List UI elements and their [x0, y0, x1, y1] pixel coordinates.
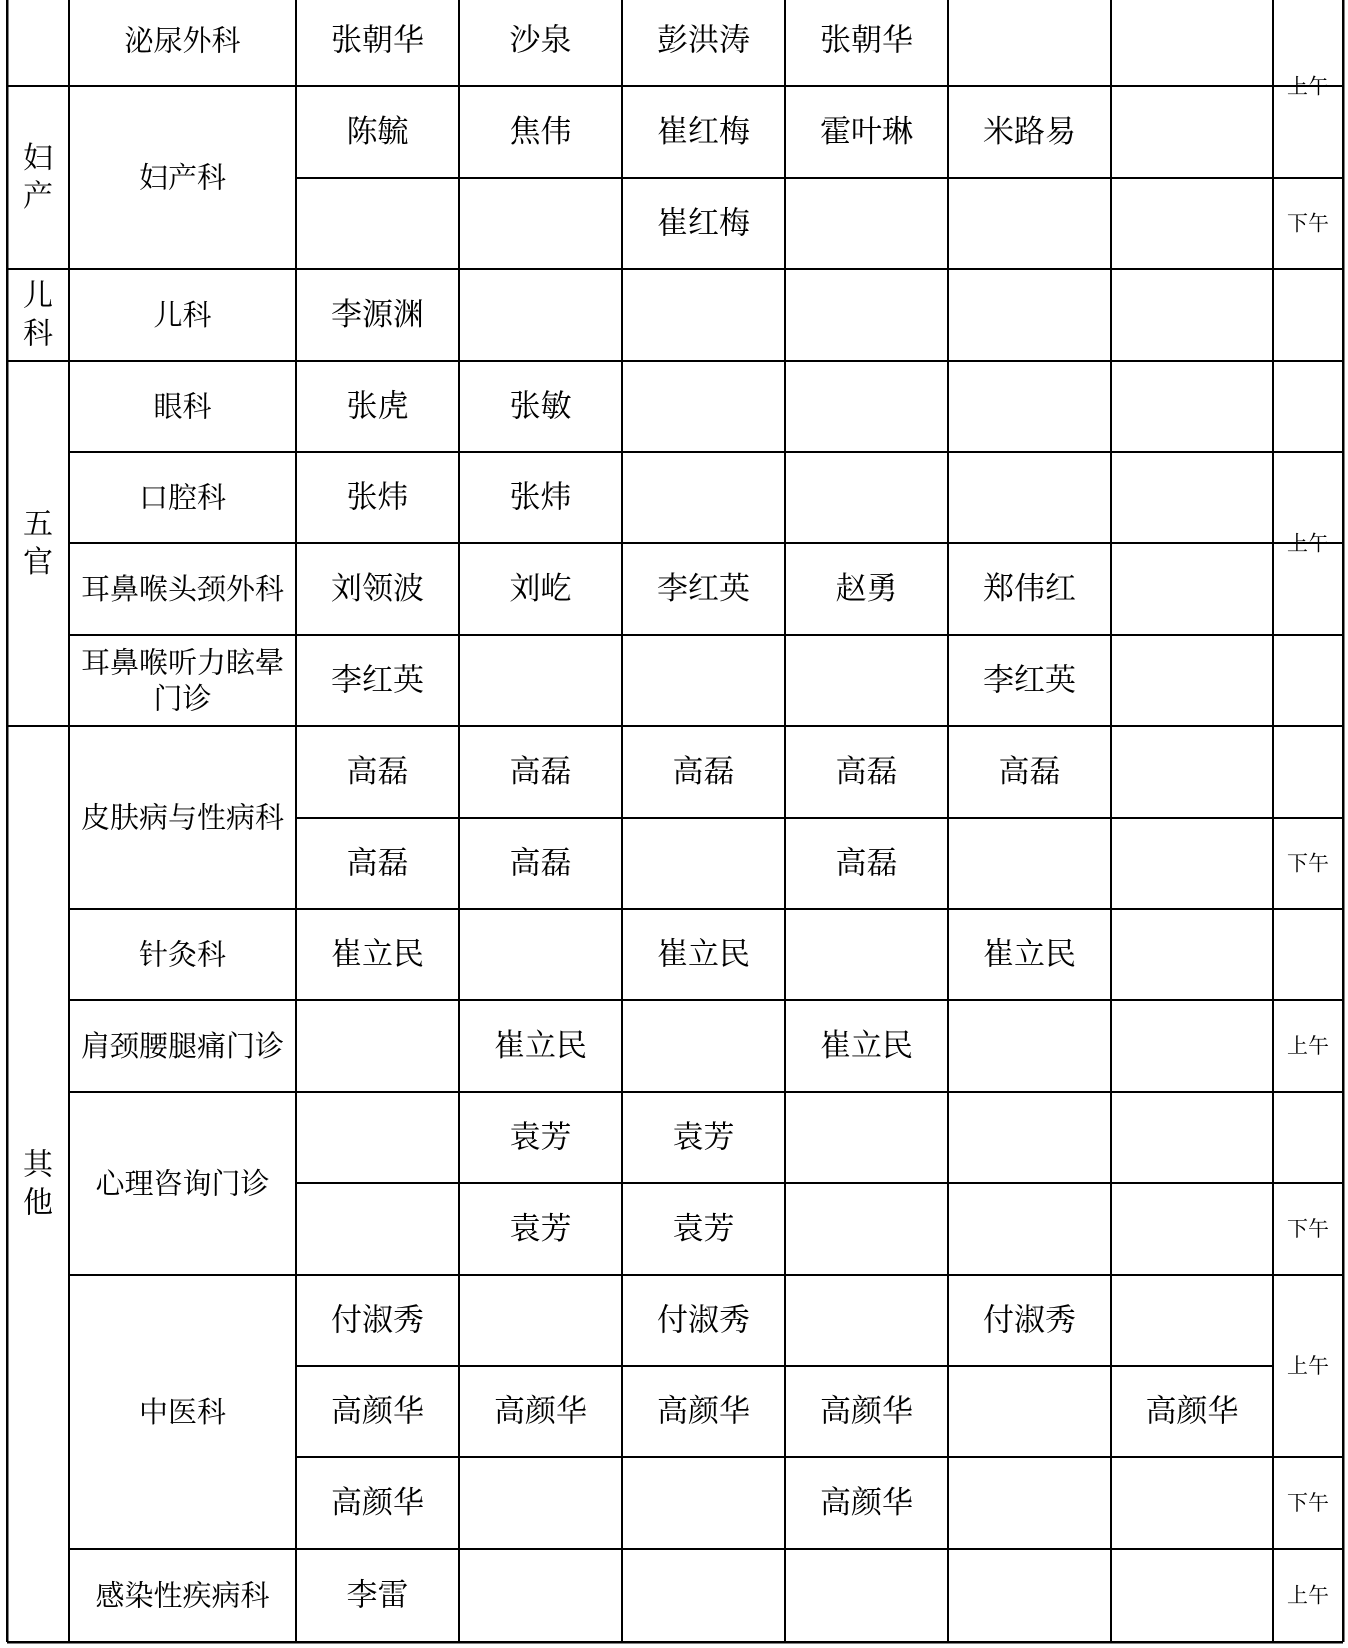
department-name: 口腔科	[138, 480, 227, 515]
group-label-char: 五	[23, 507, 53, 542]
doctor-name: 付淑秀	[983, 1302, 1076, 1339]
doctor-name: 张朝华	[331, 22, 424, 59]
department-name: 心理咨询门诊	[95, 1166, 270, 1201]
department-name: 肩颈腰腿痛门诊	[80, 1029, 285, 1063]
doctor-name: 高颜华	[331, 1393, 424, 1430]
doctor-name: 赵勇	[835, 571, 898, 607]
doctor-name: 高颜华	[820, 1393, 913, 1430]
doctor-name: 袁芳	[509, 1119, 572, 1156]
group-label-char: 科	[23, 316, 53, 352]
session-period: 上午	[1287, 1583, 1329, 1608]
doctor-name: 沙泉	[509, 22, 572, 59]
session-period: 下午	[1287, 211, 1329, 236]
doctor-name: 崔立民	[820, 1028, 913, 1064]
session-period: 上午	[1287, 1354, 1329, 1378]
doctor-name: 张敏	[509, 388, 572, 425]
doctor-name: 高磊	[509, 845, 572, 882]
department-name: 感染性疾病科	[95, 1578, 270, 1613]
doctor-name: 高颜华	[820, 1485, 913, 1521]
group-label-char: 其	[23, 1147, 53, 1183]
doctor-name: 高颜华	[1145, 1393, 1239, 1430]
doctor-name: 张虎	[346, 388, 409, 425]
doctor-name: 张炜	[509, 479, 572, 516]
doctor-name: 袁芳	[672, 1119, 735, 1156]
doctor-name: 崔立民	[657, 936, 750, 973]
doctor-name: 刘屹	[509, 571, 572, 607]
group-label-char: 产	[23, 179, 53, 214]
doctor-name: 李红英	[983, 662, 1076, 699]
doctor-name: 刘领波	[331, 571, 424, 607]
department-name: 泌尿外科	[124, 23, 241, 58]
department-name: 妇产科	[138, 160, 227, 195]
doctor-name: 崔立民	[331, 936, 424, 973]
doctor-name: 高颜华	[494, 1393, 587, 1430]
doctor-name: 米路易	[983, 114, 1076, 150]
department-name: 眼科	[153, 389, 212, 424]
session-period: 下午	[1287, 1217, 1329, 1241]
doctor-name: 李源渊	[331, 297, 424, 333]
doctor-name: 高磊	[346, 845, 409, 882]
doctor-name: 崔红梅	[657, 205, 750, 242]
department-name: 皮肤病与性病科	[80, 800, 285, 835]
session-period: 下午	[1287, 1491, 1329, 1515]
doctor-name: 陈毓	[346, 114, 409, 150]
doctor-name: 焦伟	[509, 114, 572, 150]
doctor-name: 李雷	[346, 1577, 409, 1614]
session-period: 上午	[1287, 531, 1329, 556]
doctor-name: 张朝华	[820, 22, 913, 59]
group-label-char: 官	[23, 545, 53, 580]
department-name: 耳鼻喉头颈外科	[80, 572, 285, 606]
doctor-name: 付淑秀	[657, 1302, 750, 1339]
doctor-name: 高磊	[346, 754, 409, 790]
doctor-name: 付淑秀	[331, 1302, 424, 1339]
session-period: 下午	[1287, 851, 1329, 876]
session-period: 上午	[1287, 1034, 1329, 1058]
doctor-name: 郑伟红	[983, 571, 1076, 607]
doctor-name: 崔立民	[983, 936, 1076, 973]
doctor-name: 李红英	[331, 662, 424, 699]
department-name: 儿科	[153, 298, 212, 332]
doctor-name: 李红英	[657, 571, 750, 607]
doctor-name: 崔红梅	[657, 114, 750, 150]
doctor-name: 高磊	[509, 754, 572, 790]
department-name: 中医科	[138, 1395, 227, 1429]
department-name-line: 耳鼻喉听力眩晕	[80, 645, 285, 680]
doctor-name: 张炜	[346, 479, 409, 516]
doctor-name: 高磊	[835, 845, 898, 882]
doctor-name: 高磊	[835, 754, 898, 790]
group-label-char: 儿	[23, 278, 53, 314]
doctor-name: 袁芳	[672, 1211, 735, 1247]
doctor-name: 高磊	[672, 754, 735, 790]
doctor-name: 霍叶琳	[820, 114, 913, 150]
doctor-name: 高颜华	[331, 1485, 424, 1521]
doctor-name: 高颜华	[657, 1393, 750, 1430]
group-label-char: 他	[23, 1185, 53, 1221]
department-name-line: 门诊	[153, 681, 212, 716]
session-period: 上午	[1287, 74, 1329, 99]
doctor-name: 崔立民	[494, 1028, 587, 1064]
doctor-name: 高磊	[998, 754, 1061, 790]
department-name: 针灸科	[138, 937, 227, 972]
group-label-char: 妇	[23, 141, 53, 176]
doctor-name: 袁芳	[509, 1211, 572, 1247]
doctor-name: 彭洪涛	[657, 22, 750, 59]
